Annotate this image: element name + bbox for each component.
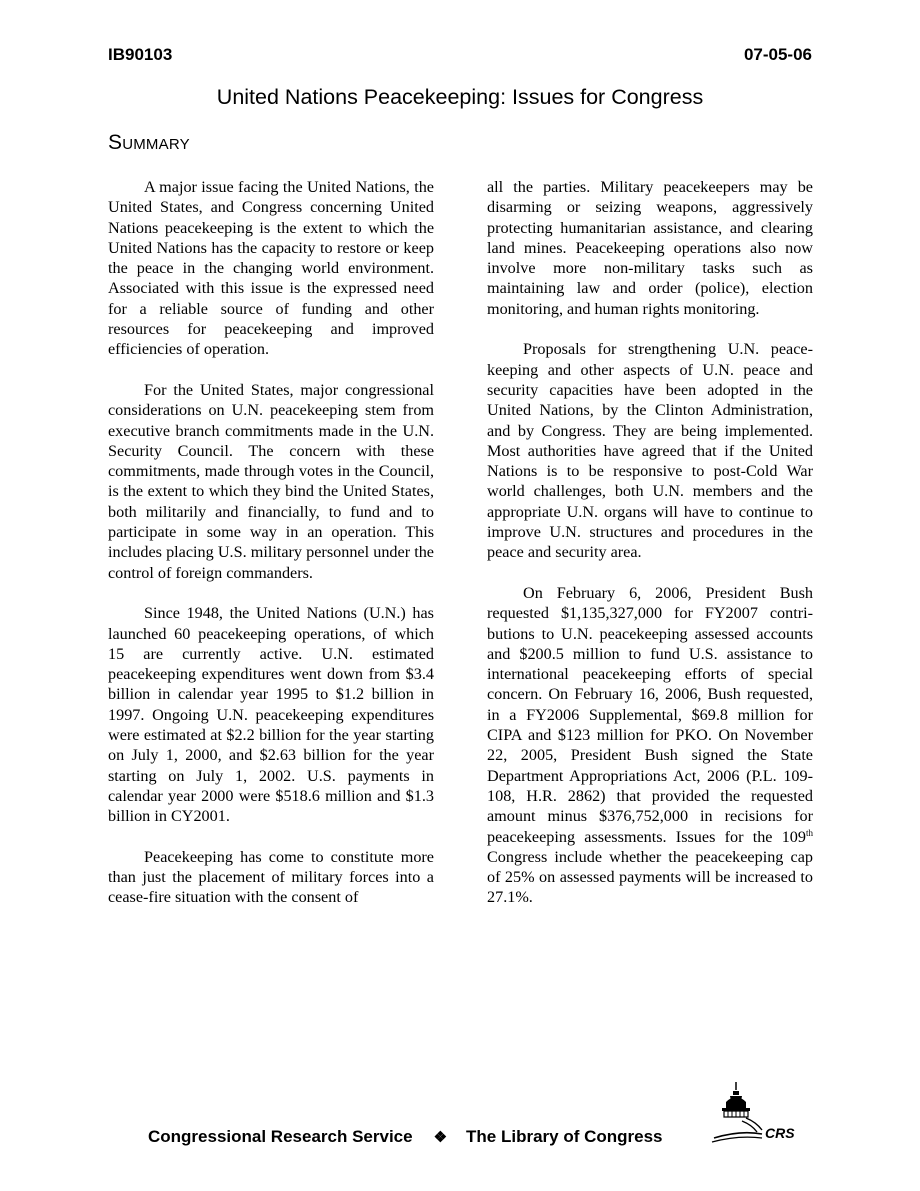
document-number: IB90103 [108,45,173,64]
left-column [108,177,434,928]
paragraph [487,583,813,908]
footer-crs-name: Congressional Research Service [148,1127,413,1146]
footer-library-name: The Library of Congress [466,1127,663,1146]
paragraph-text: On February 6, 2006, President Bush requested $1,135,327,000 for FY2007 contributions to U.N. peacekeeping assessed accounts and $200.5 million to fund U.S. assistance to international peacekeeping efforts of special concern. On February 16, 2006, Bush requested, in a FY2006 Supplemental, $69.8 million for CIPA and $123 million for PKO. On November 22, 2005, President Bush signed the State Department Appropriations Act, 2006 (P.L. 109-108, H.R. 2862) that provided the requested amount minus $376,752,000 in recisions for peacekeeping assessments. Issues for the 109 [487,583,813,846]
paragraph: Proposals for strengthening U.N. peacekeeping and other aspects of U.N. peace and security capacities have been adopted in the United Nations, by the Clinton Administration, and by Congress. They are being implemented. Most authorities have agreed that if the United Nations is to be responsive to post-Cold War world challenges, both U.N. members and the appropriate U.N. organs will have to continue to improve U.N. structures and procedures in the peace and security area. [487,340,813,562]
diamond-separator-icon: ❖ [433,1129,448,1146]
document-date: 07-05-06 [743,45,812,64]
ordinal-superscript: th [805,827,813,838]
paragraph: Peacekeeping has come to constitute more than just the placement of military forces into a cease-fire situation with the consent of [108,847,434,907]
footer [148,1127,663,1148]
paragraph: Since 1948, the United Nations (U.N.) has launched 60 peacekeeping operations, of which 15 are currently active. U.N. estimated peacekeeping expenditures went down from $3.4 billion in calendar year 1995 to $1.2 billion in 1997. Ongoing U.N. peacekeeping expenditures were estimated at $2.2 billion for the year starting on July 1, 2000, and $2.63 billion for the year starting on July 1, 2002. U.S. payments in calendar year 2000 were $518.6 million and $1.3 billion in CY2001. [108,604,434,826]
page-title: United Nations Peacekeeping: Issues for Congress [216,85,704,109]
paragraph: all the parties. Military peacekeepers may be disarming or seizing weapons, aggressively protecting humanitarian assistance, and clearing land mines. Peacekeeping operations also now involve more non-military tasks such as maintaining law and order (police), election monitoring, and human rights monitoring. [487,178,813,318]
capitol-dome-icon [710,1080,810,1150]
paragraph: For the United States, major congressional considerations on U.N. peacekeeping stem from executive branch commitments made in the U.N. Security Council. The concern with these commitments, made through votes in the Council, is the extent to which they bind the United States, both militarily and financially, to fund and to participate in some way in an operation. This includes placing U.S. military personnel under the control of foreign commanders. [108,380,434,582]
crs-logo-text: CRS [765,1125,795,1141]
paragraph: A major issue facing the United Nations, the United States, and Congress concerning United Nations peacekeeping is the extent to which the United Nations has the capacity to restore or keep the peace in the changing world environment. Associated with this issue is the expressed need for a reliable source of funding and other resources for peacekeeping and improved efficiencies of operation. [108,178,434,359]
paragraph-text-end: Congress include whether the peacekeeping cap of 25% on assessed payments will be increased to 27.1%. [487,847,813,907]
section-heading: Summary [108,131,190,154]
right-column [487,177,813,928]
